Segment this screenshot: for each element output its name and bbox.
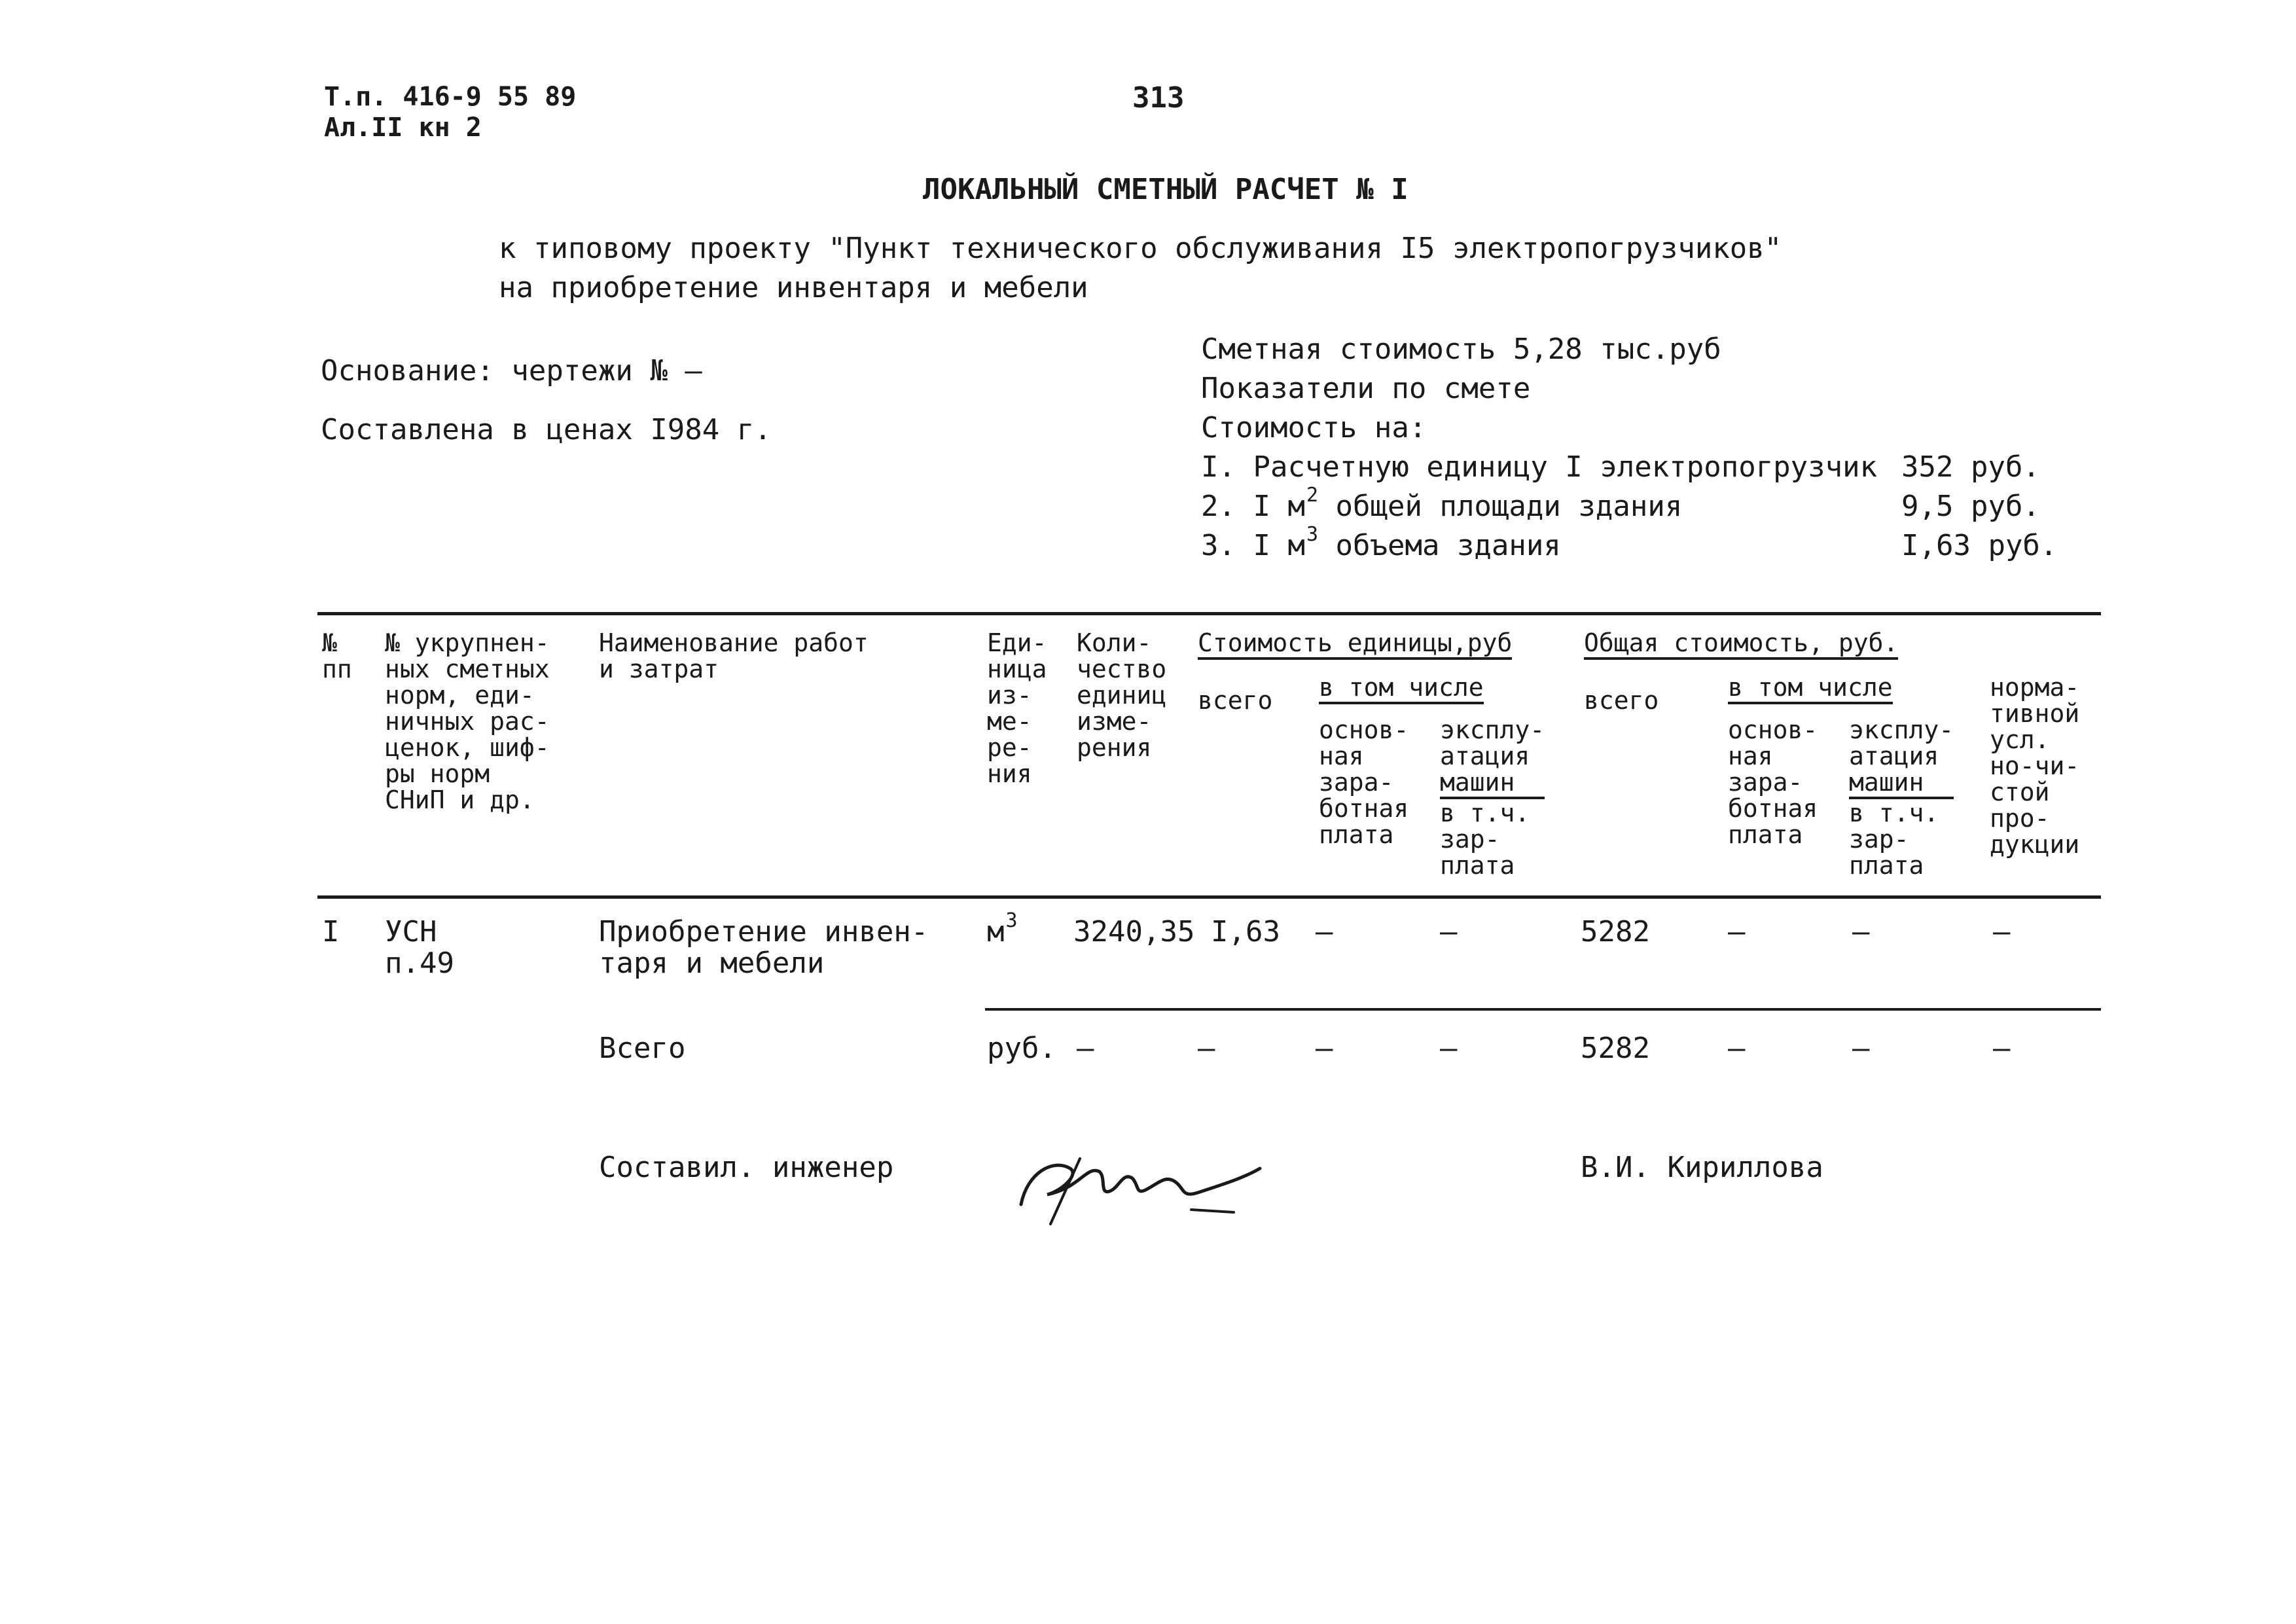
row-total-mach: – <box>1852 915 1870 948</box>
header-num: № пп <box>322 628 352 683</box>
header-unit-machines: эксплу- атация машин <box>1440 717 1545 799</box>
row-unit-sup: 3 <box>1005 909 1018 932</box>
total-total-mach: – <box>1852 1032 1870 1065</box>
header-unit-machines-pay: в т.ч. зар- плата <box>1440 799 1530 880</box>
cost-for-label: Стоимость на: <box>1201 411 1427 444</box>
row-unit <box>987 909 1018 951</box>
subtitle-line-2: на приобретение инвентаря и мебели <box>499 271 1088 304</box>
indicator-per-m3 <box>1201 523 1561 562</box>
header-total-incl: в том числе <box>1728 674 1893 704</box>
basis-drawings: Основание: чертежи № – <box>321 354 702 388</box>
page-number: 313 <box>1132 81 1185 115</box>
total-unit-total: – <box>1198 1032 1215 1065</box>
subtitle-line-1: к типовому проекту "Пункт технического обслуживания I5 электропогрузчиков" <box>499 232 1782 265</box>
header-unit-total: всего <box>1198 686 1273 715</box>
indicator-per-m2-value: 9,5 руб. <box>1901 490 2040 523</box>
total-total-norm: – <box>1993 1032 2011 1065</box>
row-unit-total: I,63 <box>1211 915 1280 948</box>
header-name: Наименование работ и затрат <box>599 628 869 683</box>
header-unit-cost-group: Стоимость единицы,руб <box>1198 630 1512 660</box>
header-total-base-pay: основ- ная зара- ботная плата <box>1728 715 1818 849</box>
header-unit-incl: в том числе <box>1319 674 1484 704</box>
indicator-per-m3-post: объема здания <box>1318 529 1561 562</box>
indicator-per-m2 <box>1201 484 1683 523</box>
table-total-rule <box>985 1008 2101 1011</box>
header-total-machines: эксплу- атация машин <box>1849 717 1954 799</box>
indicator-per-unit-value: 352 руб. <box>1901 450 2040 484</box>
indicator-per-m2-post: общей площади здания <box>1318 490 1683 523</box>
header-total-machines-pay: в т.ч. зар- плата <box>1849 799 1939 880</box>
row-total-base: – <box>1728 915 1746 948</box>
total-total: 5282 <box>1581 1032 1650 1065</box>
document-title: ЛОКАЛЬНЫЙ СМЕТНЫЙ РАСЧЕТ № I <box>923 173 1408 206</box>
header-unit-base-pay: основ- ная зара- ботная плата <box>1319 715 1409 849</box>
total-total-base: – <box>1728 1032 1746 1065</box>
compiled-by-label: Составил. инженер <box>599 1151 894 1184</box>
header-total: всего <box>1584 686 1659 715</box>
indicator-per-m2-pre: 2. I м <box>1201 490 1305 523</box>
compiler-name: В.И. Кириллова <box>1581 1151 1823 1184</box>
total-qty: – <box>1077 1032 1094 1065</box>
row-num: I <box>322 915 340 948</box>
signature-image <box>1008 1132 1283 1231</box>
indicator-per-m2-sup: 2 <box>1306 484 1319 507</box>
table-header-rule <box>317 895 2101 899</box>
total-unit-mach: – <box>1440 1032 1458 1065</box>
header-norm: № укрупнен- ных сметных норм, еди- ничных рас- ценок, шиф- ры норм СНиП и др. <box>385 628 550 814</box>
row-norm: УСН п.49 <box>385 915 454 980</box>
total-unit: руб. <box>987 1032 1056 1065</box>
row-qty: 3240,35 <box>1073 915 1195 948</box>
table-top-rule <box>317 612 2101 615</box>
row-unit-base: м <box>987 915 1005 948</box>
basis-prices: Составлена в ценах I984 г. <box>321 413 772 446</box>
indicators-label: Показатели по смете <box>1201 372 1531 405</box>
header-normative: норма- тивной усл. но-чи- стой про- дукции <box>1990 673 2080 859</box>
row-total: 5282 <box>1581 915 1650 948</box>
header-unit: Еди- ница из- ме- ре- ния <box>987 628 1047 788</box>
indicator-per-m3-value: I,63 руб. <box>1901 529 2058 562</box>
project-reference: Т.п. 416-9 55 89 <box>324 82 577 112</box>
indicator-per-unit: I. Расчетную единицу I электропогрузчик <box>1201 450 1878 484</box>
row-unit-mach: – <box>1440 915 1458 948</box>
header-total-cost-group: Общая стоимость, руб. <box>1584 630 1898 660</box>
indicator-per-m3-pre: 3. I м <box>1201 529 1305 562</box>
total-name: Всего <box>599 1032 686 1065</box>
header-qty: Коли- чество единиц изме- рения <box>1077 628 1167 762</box>
estimated-cost: Сметная стоимость 5,28 тыс.руб <box>1201 333 1721 366</box>
row-name: Приобретение инвен- таря и мебели <box>599 915 929 980</box>
total-unit-base: – <box>1316 1032 1333 1065</box>
album-reference: Ал.II кн 2 <box>324 113 482 143</box>
indicator-per-m3-sup: 3 <box>1306 523 1319 546</box>
row-unit-base: – <box>1316 915 1333 948</box>
row-total-norm: – <box>1993 915 2011 948</box>
